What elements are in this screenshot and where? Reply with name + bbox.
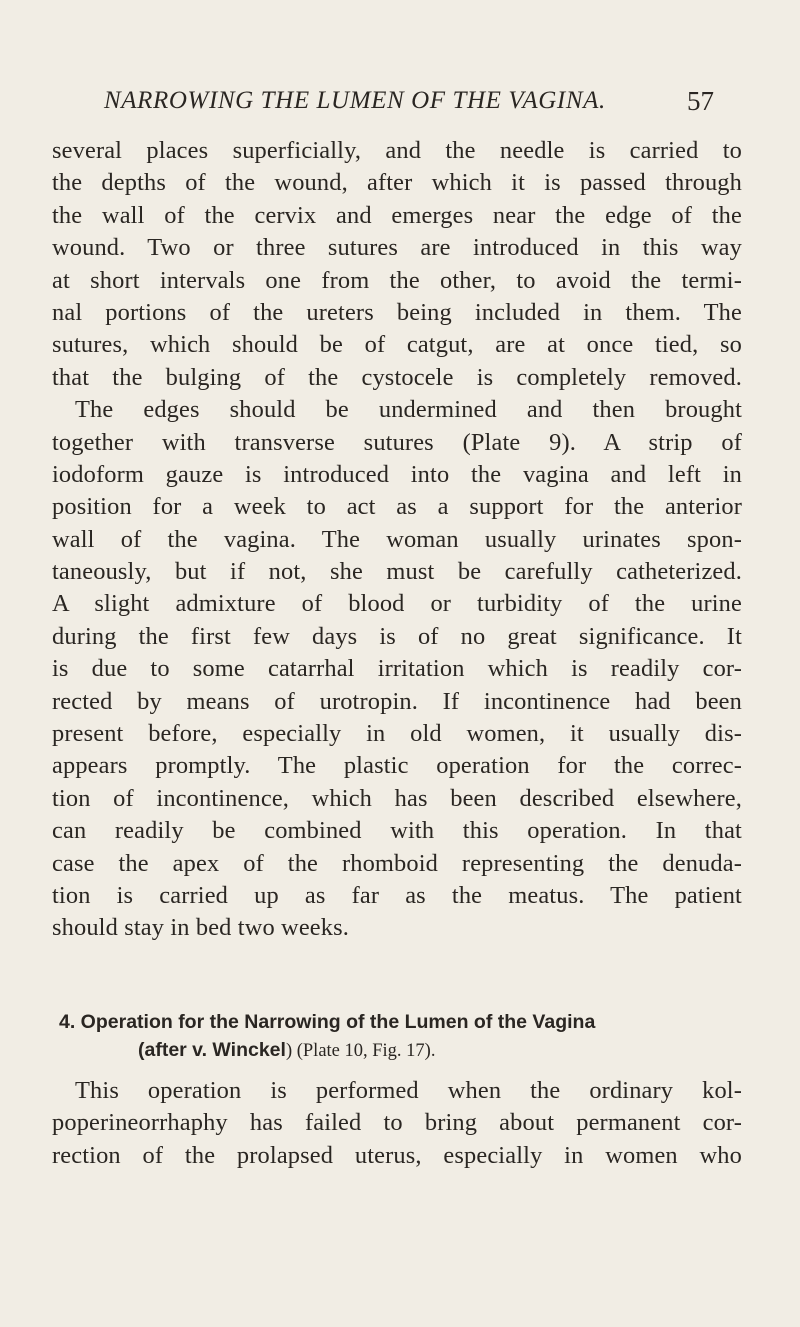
text-line: several places superficially, and the needle is carried to	[52, 137, 742, 164]
text-line: A slight admixture of blood or turbidity of the urine	[52, 590, 742, 618]
running-title: NARROWING THE LUMEN OF THE VAGINA.	[104, 87, 606, 114]
text-line: case the apex of the rhomboid representing the denuda-	[52, 849, 742, 877]
text-line: tion of incontinence, which has been described elsewhere,	[52, 784, 742, 812]
page-number: 57	[687, 86, 714, 116]
text-line: appears promptly. The plastic operation for the correc-	[52, 752, 742, 780]
text-line: can readily be combined with this operation. In that	[52, 817, 742, 845]
text-line: The edges should be undermined and then brought	[75, 396, 742, 424]
section-heading-subtitle	[52, 1036, 752, 1065]
text-line: rected by means of urotropin. If incontinence had been	[52, 687, 742, 715]
text-line: during the first few days is of no great significance. It	[52, 622, 742, 650]
text-line: is due to some catarrhal irritation which is readily cor-	[52, 655, 742, 683]
text-line: tion is carried up as far as the meatus. The patient	[52, 881, 742, 909]
heading-author: after v. Winckel	[144, 1039, 286, 1061]
text-line: that the bulging of the cystocele is completely removed.	[52, 363, 742, 391]
text-line: rection of the prolapsed uterus, especially in women who	[52, 1141, 742, 1169]
running-head	[104, 86, 714, 120]
section-heading	[52, 1008, 752, 1065]
text-line: together with transverse sutures (Plate 9). A strip of	[52, 428, 742, 456]
text-line: present before, especially in old women, it usually dis-	[52, 720, 742, 748]
text-line: iodoform gauze is introduced into the vagina and left in	[52, 460, 742, 488]
text-line: taneously, but if not, she must be carefully catheterized.	[52, 558, 742, 586]
paragraph-operation	[52, 1075, 742, 1172]
text-line: sutures, which should be of catgut, are at once tied, so	[52, 331, 742, 359]
text-line: This operation is performed when the ordinary kol-	[75, 1077, 742, 1104]
text-line: the wall of the cervix and emerges near the edge of the	[52, 201, 742, 229]
paragraph-continuation	[52, 135, 742, 945]
text-line: poperineorrhaphy has failed to bring about permanent cor-	[52, 1109, 742, 1137]
text-line: wall of the vagina. The woman usually urinates spon-	[52, 525, 742, 553]
text-line: should stay in bed two weeks.	[52, 914, 350, 942]
text-line: wound. Two or three sutures are introduced in this way	[52, 234, 742, 262]
heading-plate-reference: ) (Plate 10, Fig. 17).	[285, 1041, 436, 1061]
text-line: the depths of the wound, after which it is passed through	[52, 169, 742, 197]
heading-open-paren: (	[138, 1039, 145, 1061]
text-line: position for a week to act as a support for the anterior	[52, 493, 742, 521]
section-heading-title: 4. Operation for the Narrowing of the Lumen of the Vagina	[59, 1011, 596, 1033]
text-line: at short intervals one from the other, to avoid the termi-	[52, 266, 742, 294]
text-line: nal portions of the ureters being included in them. The	[52, 298, 742, 326]
